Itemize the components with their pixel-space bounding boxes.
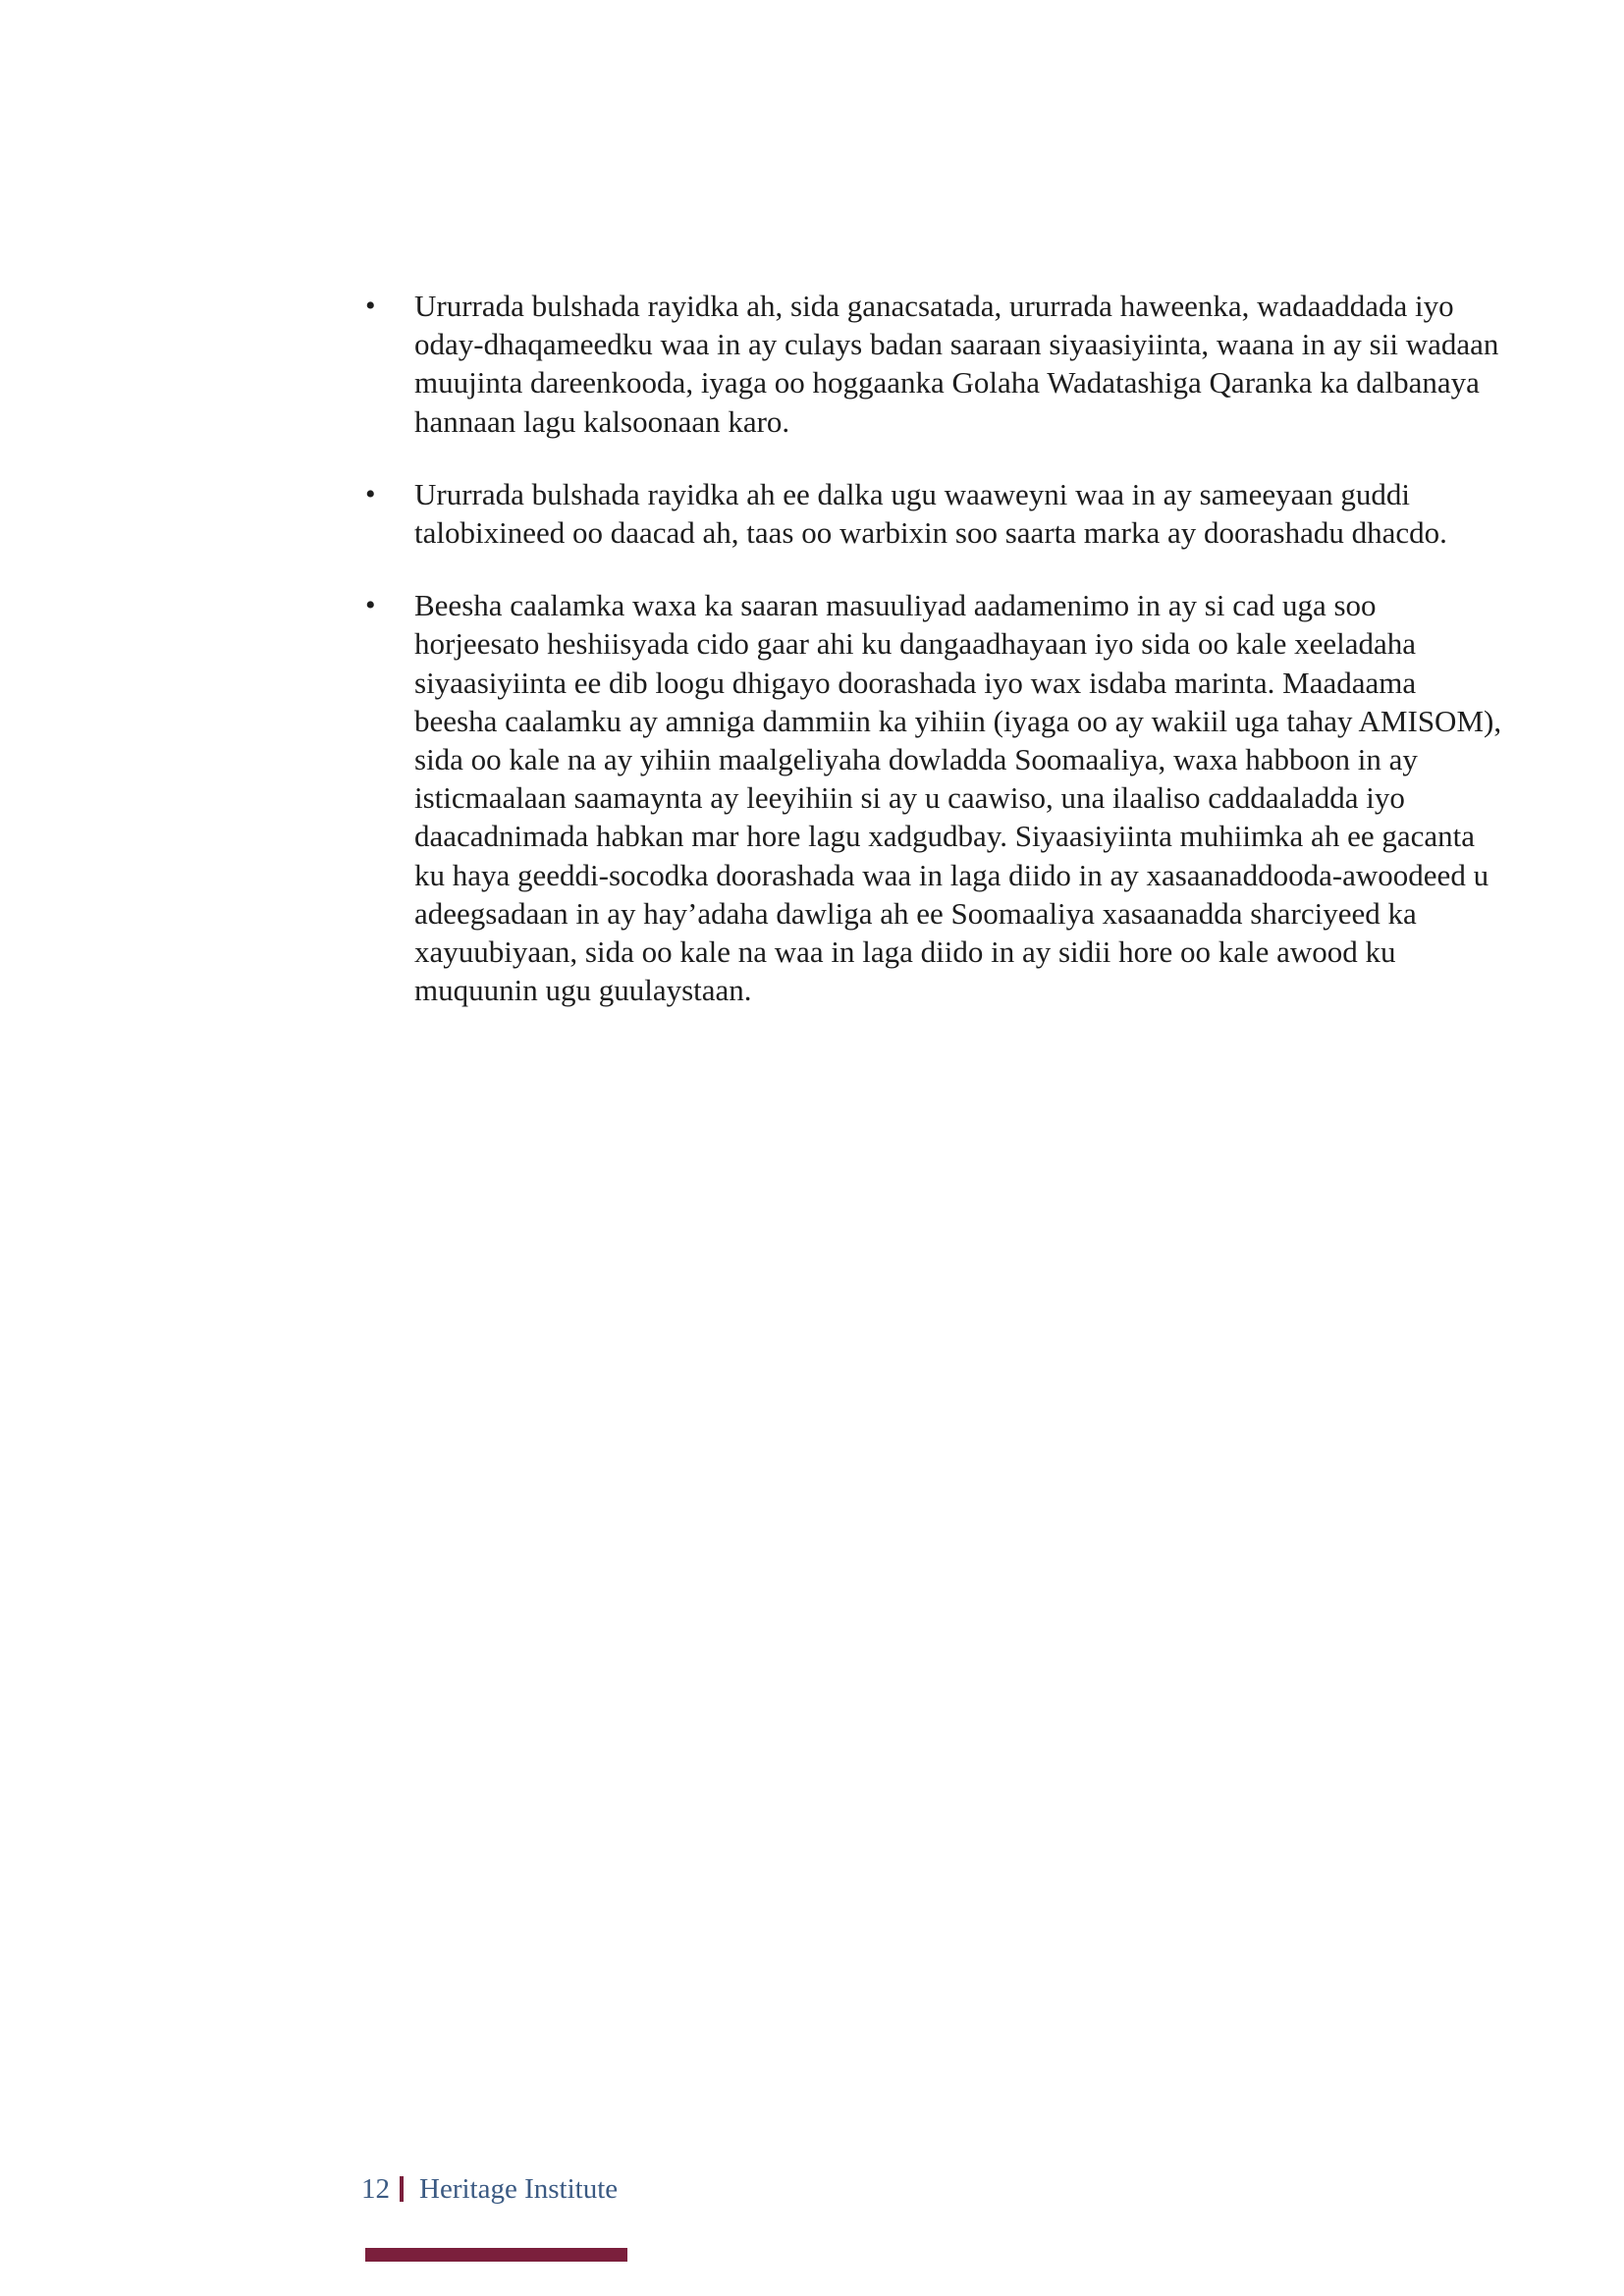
recommendations-list [365,287,1504,1043]
page-footer [361,2169,618,2209]
page-number: 12 [361,2172,390,2205]
list-item [365,287,1504,441]
bullet-icon: • [365,290,376,322]
bullet-icon: • [365,477,376,510]
list-item [365,586,1504,1009]
list-item-text: Ururrada bulshada rayidka ah, sida ganacsatada, ururrada haweenka, wadaaddada iyo oday-dhaqameedku waa in ay culays badan saaraan siyaasiyiinta, waana in ay sii wadaan muujinta dareenkooda, iyaga oo hoggaanka Golaha Wadatashiga Qaranka ka dalbanaya hannaan lagu kalsoonaan karo. [414,289,1499,439]
footer-accent-bar [365,2248,627,2262]
bullet-icon: • [365,589,376,622]
publisher-name: Heritage Institute [419,2172,619,2205]
list-item [365,475,1504,552]
footer-divider [400,2176,404,2202]
list-item-text: Ururrada bulshada rayidka ah ee dalka ugu waaweyni waa in ay sameeyaan guddi talobixineed oo daacad ah, taas oo warbixin soo saarta marka ay doorashadu dhacdo. [414,476,1447,551]
list-item-text: Beesha caalamka waxa ka saaran masuuliyad aadamenimo in ay si cad uga soo horjeesato heshiisyada cido gaar ahi ku dangaadhayaan iyo sida oo kale xeeladaha siyaasiyiinta ee dib loogu dhigayo doorashada iyo wax isdaba marinta. Maadaama beesha caalamku ay amniga dammiin ka yihiin (iyaga oo ay wakiil uga tahay AMISOM), sida oo kale na ay yihiin maalgeliyaha dowladda Soomaaliya, waxa habboon in ay isticmaalaan saamaynta ay leeyihiin si ay u caawiso, una ilaaliso caddaaladda iyo daacadnimada habkan mar hore lagu xadgudbay. Siyaasiyiinta muhiimka ah ee gacanta ku haya geeddi-socodka doorashada waa in laga diido in ay xasaanaddooda-awoodeed u adeegsadaan in ay hay’adaha dawliga ah ee Soomaaliya xasaanadda sharciyeed ka xayuubiyaan, sida oo kale na waa in laga diido in ay sidii hore oo kale awood ku muquunin ugu guulaystaan. [414,588,1502,1008]
